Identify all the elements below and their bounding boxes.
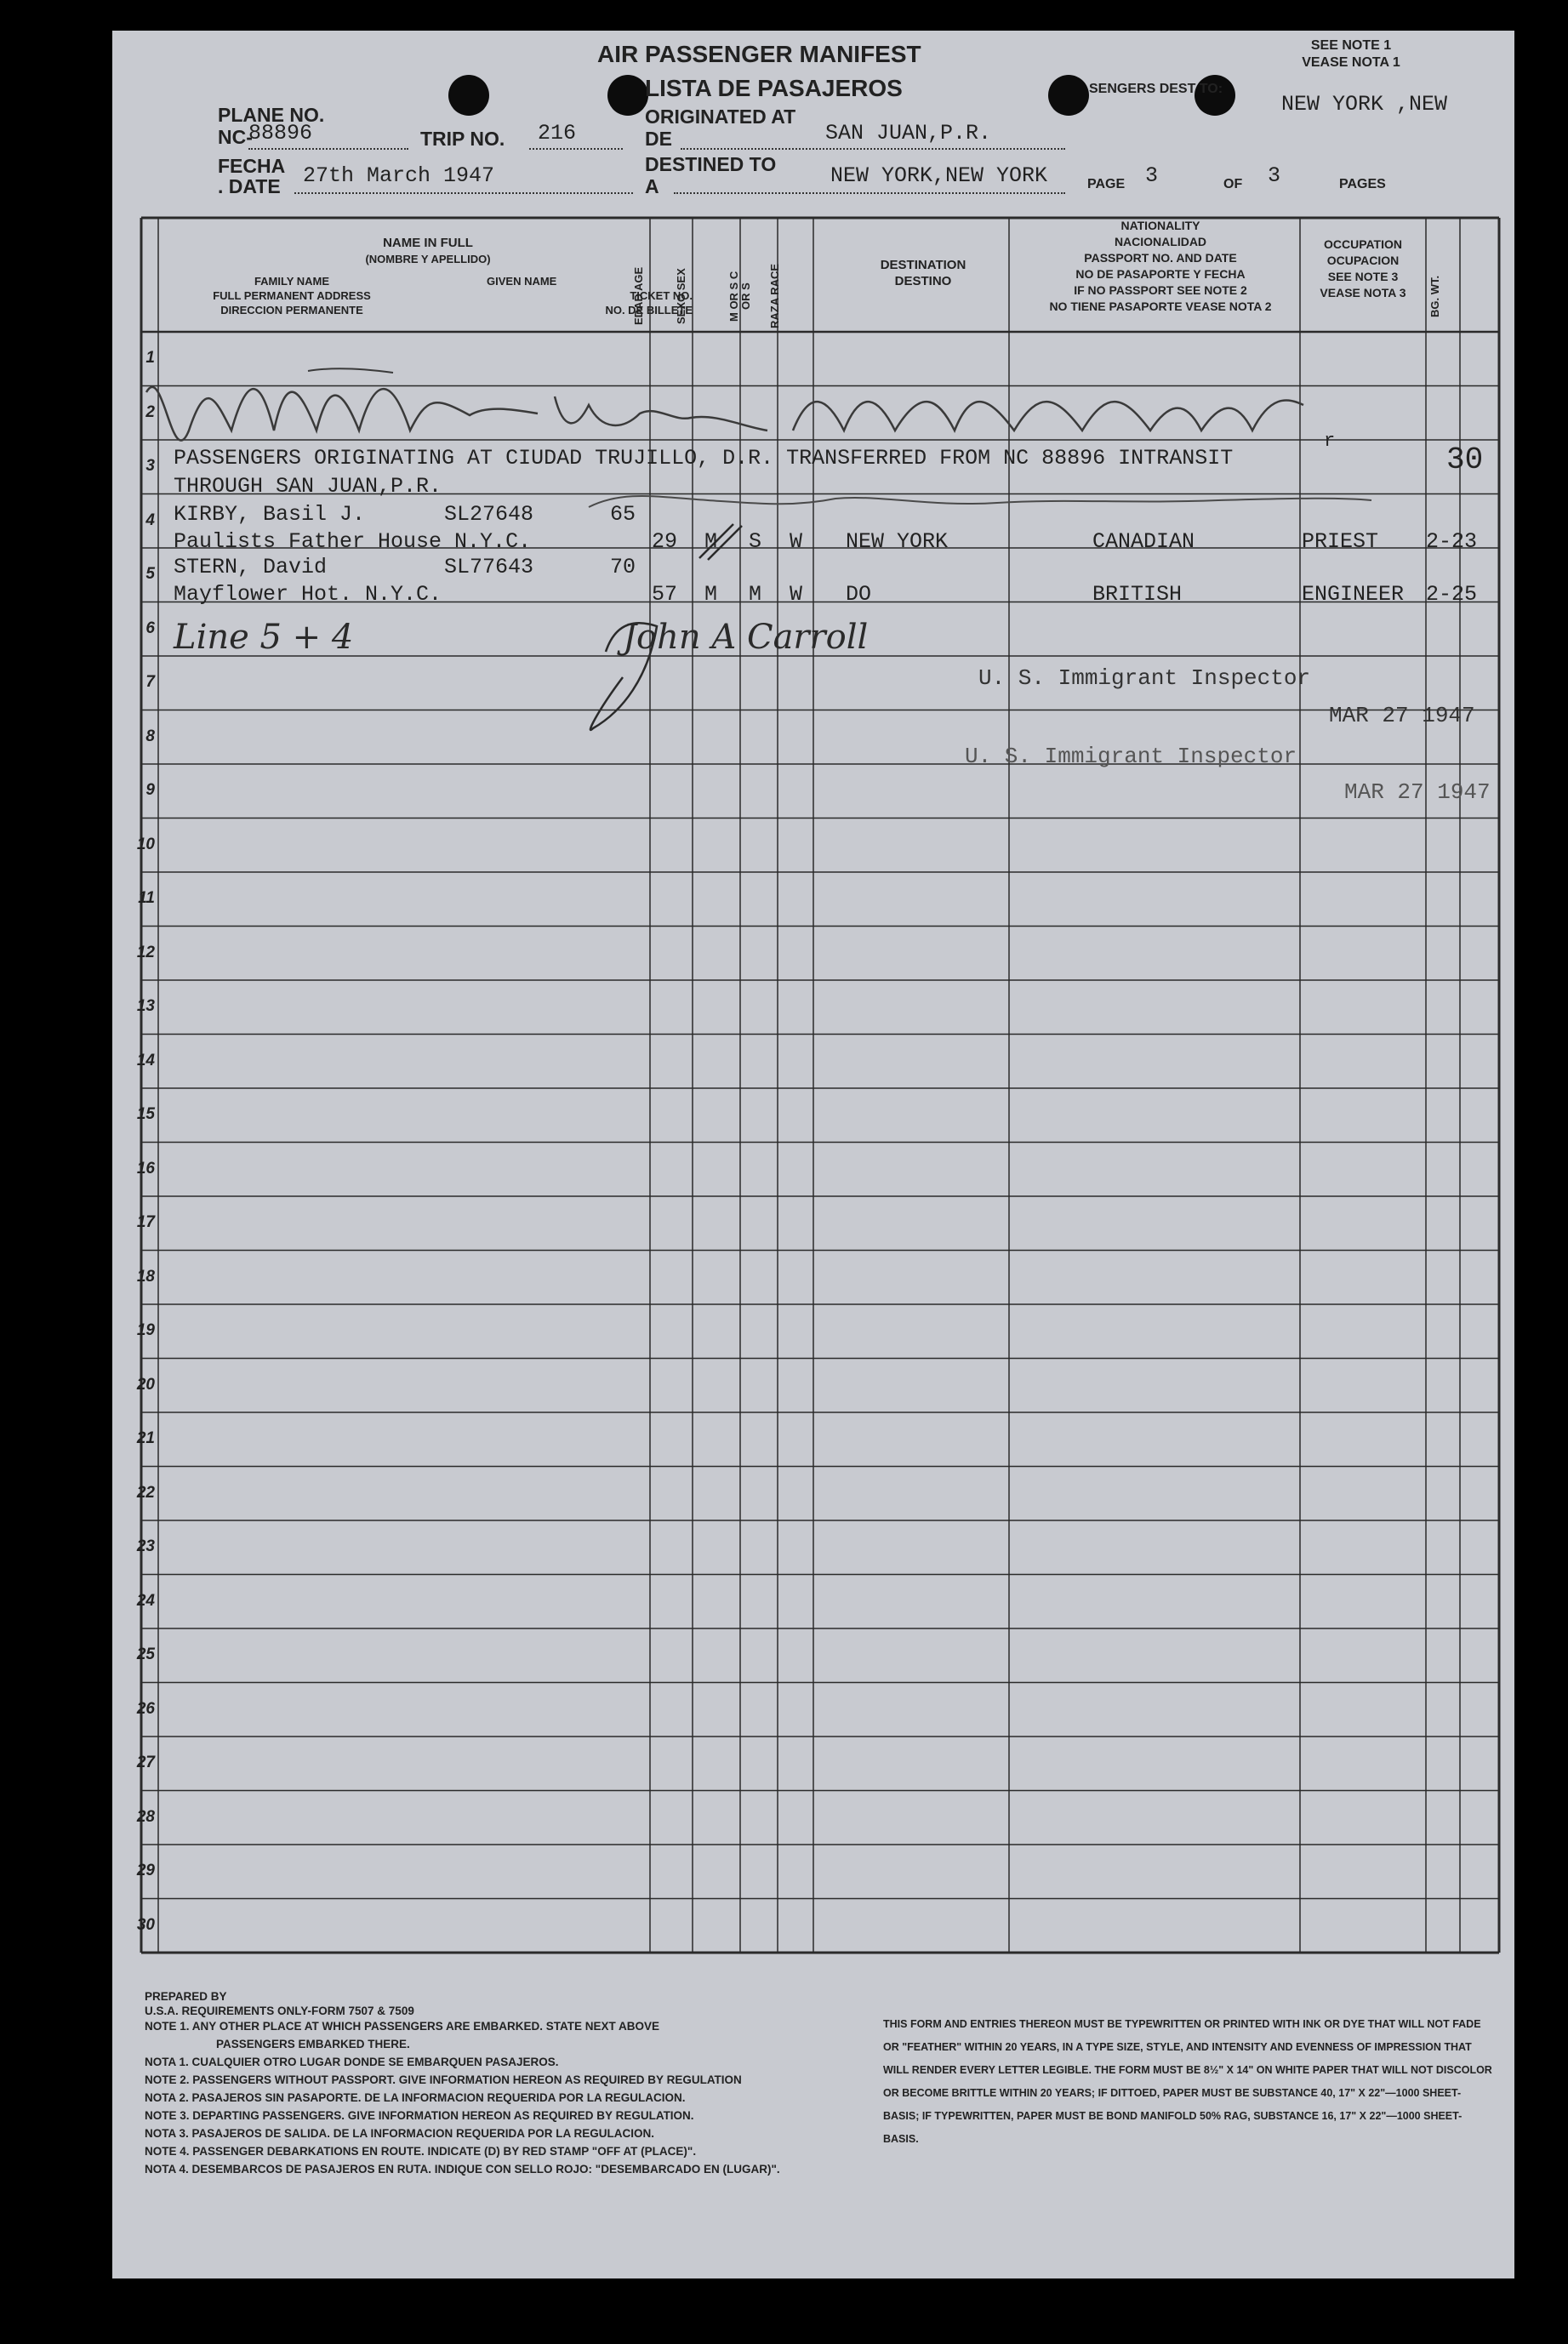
row-number: 2 — [145, 402, 155, 421]
col-occupation-heading: OCCUPATION OCUPACION SEE NOTE 3 VEASE NOTA 3 — [1320, 237, 1406, 299]
originated-label: ORIGINATED AT — [645, 106, 796, 128]
trip-no-value: 216 — [538, 121, 577, 145]
row-number: 23 — [136, 1537, 155, 1555]
row-number: 14 — [136, 1051, 155, 1069]
passenger1-ticket: SL27648 — [444, 502, 534, 527]
inspector-signature: John A Carroll — [623, 618, 869, 657]
plane-no-label: PLANE NO. — [218, 104, 325, 126]
destined-value: NEW YORK,NEW YORK — [830, 163, 1048, 188]
row-number: 11 — [138, 889, 155, 907]
plane-no-value: 88896 — [248, 121, 313, 145]
passenger1-bag-weight: 2-23 — [1426, 529, 1478, 554]
row-number: 27 — [136, 1754, 155, 1771]
passenger1-destination: NEW YORK — [846, 529, 949, 554]
row-number: 12 — [136, 943, 155, 961]
stamp-date-1: MAR 27 1947 — [1329, 703, 1475, 728]
manifest-sheet — [112, 31, 1514, 2278]
row-number: 3 — [145, 457, 155, 475]
fecha-label: FECHA — [218, 155, 286, 177]
page-number: 3 — [1145, 163, 1159, 188]
passenger1-occupation: PRIEST — [1302, 529, 1379, 554]
page-label: PAGE — [1087, 177, 1126, 191]
passenger1-ticket-suffix: 65 — [610, 502, 636, 527]
row-number: 29 — [136, 1862, 155, 1879]
inspector-stamp-1: U. S. Immigrant Inspector — [978, 665, 1311, 691]
destined-a-label: A — [645, 175, 659, 197]
row-number: 17 — [136, 1213, 155, 1231]
row-number: 30 — [136, 1915, 155, 1934]
row-number: 21 — [136, 1429, 155, 1447]
originated-de-label: DE — [645, 128, 672, 150]
passenger1-name: KIRBY, Basil J. — [174, 502, 366, 527]
row-number: 25 — [136, 1645, 155, 1663]
passengers-destined-label: SENGERS DEST TO: — [1089, 82, 1223, 96]
passenger1-sex: M — [704, 529, 718, 554]
date-label: . DATE — [218, 175, 281, 197]
transfer-note-line2: THROUGH SAN JUAN,P.R. — [174, 474, 442, 499]
transfer-note-line1: PASSENGERS ORIGINATING AT CIUDAD TRUJILLO, D.R. TRANSFERRED FROM NC 88896 INTRANSIT — [174, 446, 1234, 471]
handwritten-count: Line 5 + 4 — [174, 618, 354, 657]
row-number: 22 — [136, 1483, 155, 1502]
row-number: 13 — [136, 997, 155, 1015]
row-number: 1 — [145, 349, 155, 367]
row-number: 5 — [145, 565, 155, 583]
passenger2-address: Mayflower Hot. N.Y.C. — [174, 582, 442, 607]
col-marital-heading: M OR S C OR S — [727, 271, 752, 322]
passenger1-race: W — [790, 529, 803, 554]
col-given-heading: GIVEN NAME TICKET NO. NO. DE BILLETE — [487, 275, 693, 317]
row-number: 18 — [136, 1267, 155, 1286]
footer-notes-right: THIS FORM AND ENTRIES THEREON MUST BE TYPEWRITTEN OR PRINTED WITH INK OR DYE THAT WILL NOT FADE OR "FEATHER" WITHIN 20 YEARS, IN A TYPE SIZE, STYLE, AND INTENSITY AND EVENNESS OF IMPRESSION THAT WILL RENDER EVERY LETTER LEGIBLE. THE FORM MUST BE 8½" X 14" ON WHITE PAPER THAT WILL NOT DISCOLOR OR BECOME BRITTLE WITHIN 20 YEARS; IF DITTOED, PAPER MUST BE SUBSTANCE 40, 17" X 22"—1000 SHEET-BASIS; IF TYPEWRITTEN, PAPER MUST BE BOND MANIFOLD 50% RAG, SUBSTANCE 16, 17" X 22"—1000 SHEET-BASIS. — [883, 2018, 1492, 2145]
row-number: 15 — [136, 1105, 155, 1123]
col-race-heading: RAZA RACE — [768, 263, 781, 329]
originated-value: SAN JUAN,P.R. — [825, 121, 992, 145]
pages-label: PAGES — [1339, 177, 1386, 191]
passenger2-ticket: SL77643 — [444, 555, 534, 579]
passenger2-destination: DO — [846, 582, 872, 607]
passengers-destined-value: NEW YORK ,NEW — [1281, 92, 1448, 117]
note-reference: SEE NOTE 1 VEASE NOTA 1 — [1302, 38, 1400, 70]
row-number: 9 — [145, 781, 155, 799]
row-number: 4 — [145, 510, 155, 529]
passenger1-marital: S — [749, 529, 762, 554]
col-name-heading: NAME IN FULL (NOMBRE Y APELLIDO) — [365, 236, 491, 265]
page-total: 3 — [1268, 163, 1281, 188]
row-number: 20 — [136, 1375, 155, 1394]
row-number: 26 — [136, 1699, 155, 1718]
passenger2-marital: M — [749, 582, 762, 607]
col-nationality-heading: NATIONALITY NACIONALIDAD PASSPORT NO. AND DATE NO DE PASAPORTE Y FECHA IF NO PASSPORT SEE NOTE 2 NO TIENE PASAPORTE VEASE NOTA 2 — [1049, 219, 1272, 313]
passenger2-age: 57 — [652, 582, 678, 607]
row-number: 10 — [136, 835, 155, 853]
date-value: 27th March 1947 — [303, 163, 495, 188]
passenger2-sex: M — [704, 582, 718, 607]
form-subtitle: LISTA DE PASAJEROS — [645, 75, 903, 101]
footer-notes-left: PREPARED BY U.S.A. REQUIREMENTS ONLY-FORM 7507 & 7509 NOTE 1. ANY OTHER PLACE AT WHICH PASSENGERS ARE EMBARKED. STATE NEXT ABOVE PASSENGERS EMBARKED THERE. NOTA 1. CUALQUIER OTRO LUGAR DONDE SE EMBARQUEN PASAJEROS. NOTE 2. PASSENGERS WITHOUT PASSPORT. GIVE INFORMATION HEREON AS REQUIRED BY REGULATION NOTA 2. PASAJEROS SIN PASAPORTE. DE LA INFORMACION REQUERIDA POR LA REGULACION. NOTE 3. DEPARTING PASSENGERS. GIVE INFORMATION HEREON AS REQUIRED BY REGULATION. NOTA 3. PASAJEROS DE SALIDA. DE LA INFORMACION REQUERIDA POR LA REGULACION. NOTE 4. PASSENGER DEBARKATIONS EN ROUTE. INDICATE (D) BY RED STAMP "OFF AT (PLACE)". NOTA 4. DESEMBARCOS DE PASAJEROS EN RUTA. INDIQUE CON SELLO ROJO: "DESEMBARCADO EN (LUGAR)". — [145, 1990, 780, 2176]
row-number: 28 — [136, 1807, 155, 1826]
row3-bag-weight: 30 — [1446, 442, 1484, 477]
col-sex-heading: SEXO SEX — [675, 268, 687, 324]
passenger1-age: 29 — [652, 529, 678, 554]
col-age-heading: EDAD AGE — [632, 266, 645, 326]
trip-no-label: TRIP NO. — [420, 128, 505, 150]
passenger2-race: W — [790, 582, 803, 607]
col-destination-heading: DESTINATION DESTINO — [880, 258, 966, 288]
of-label: OF — [1223, 177, 1243, 191]
row-number: 6 — [145, 619, 155, 637]
destined-label: DESTINED TO — [645, 153, 777, 175]
plane-nc-label: NC- — [218, 126, 253, 148]
passenger2-occupation: ENGINEER — [1302, 582, 1405, 607]
passenger2-nationality: BRITISH — [1092, 582, 1183, 607]
manifest-grid — [112, 31, 1514, 2278]
passenger2-bag-weight: 2-25 — [1426, 582, 1478, 607]
passenger1-nationality: CANADIAN — [1092, 529, 1195, 554]
inspector-stamp-2: U. S. Immigrant Inspector — [965, 744, 1297, 769]
passenger2-ticket-suffix: 70 — [610, 555, 636, 579]
col-bag-weight-heading: BG. WT. — [1428, 275, 1441, 317]
row3-mark: r — [1324, 431, 1336, 452]
row-number: 7 — [145, 673, 155, 691]
row-number: 19 — [136, 1321, 155, 1339]
row-number: 16 — [136, 1159, 155, 1178]
row-number: 8 — [145, 727, 155, 745]
passenger2-name: STERN, David — [174, 555, 328, 579]
passenger1-address: Paulists Father House N.Y.C. — [174, 529, 532, 554]
stamp-date-2: MAR 27 1947 — [1344, 779, 1491, 805]
col-family-heading: FAMILY NAME FULL PERMANENT ADDRESS DIRECCION PERMANENTE — [213, 275, 371, 317]
form-title: AIR PASSENGER MANIFEST — [597, 41, 921, 67]
row-number: 24 — [136, 1591, 155, 1610]
